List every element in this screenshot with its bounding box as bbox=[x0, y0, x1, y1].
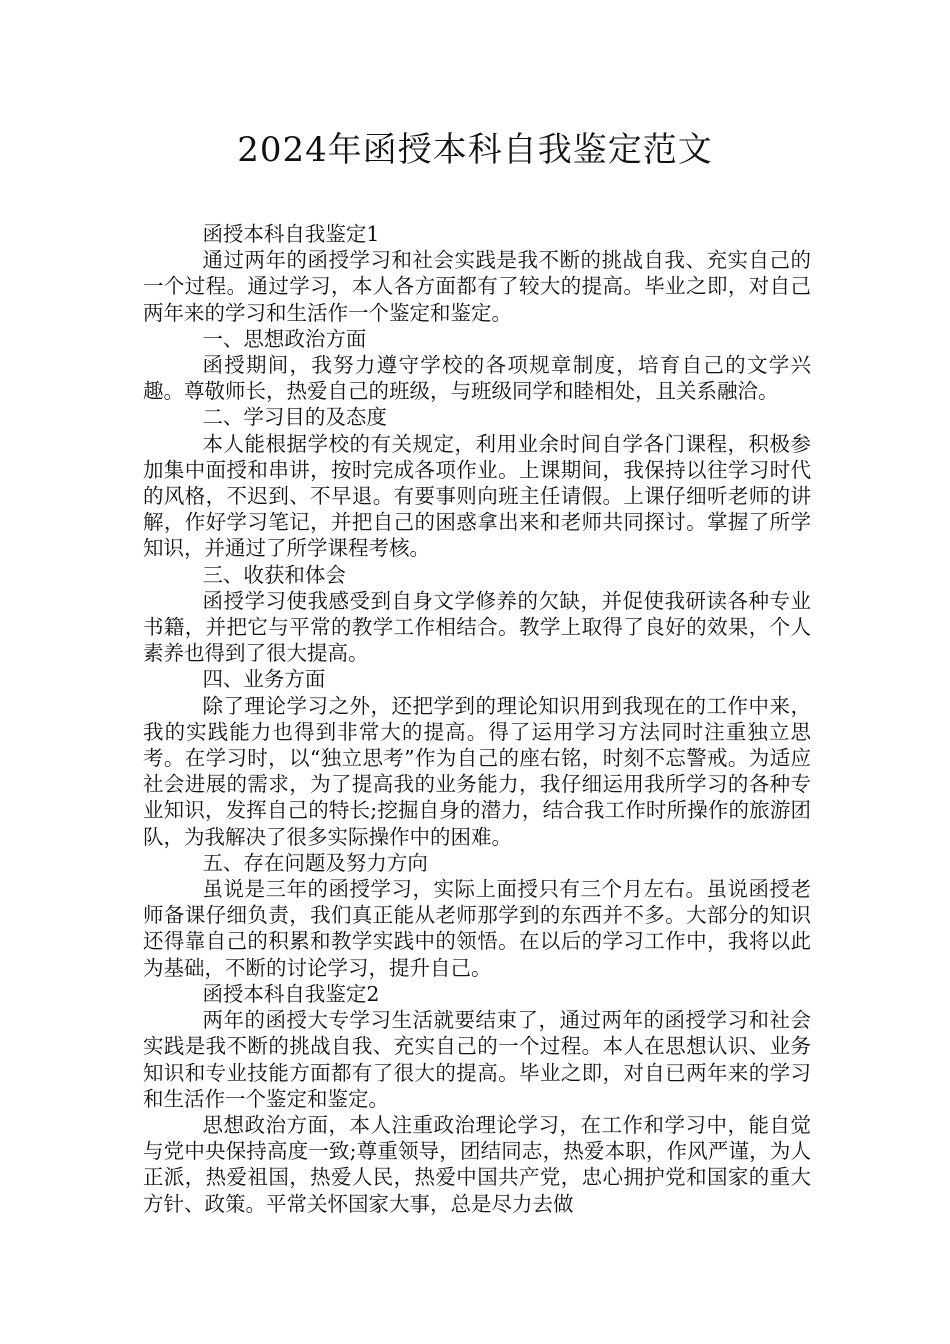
paragraph: 虽说是三年的函授学习，实际上面授只有三个月左右。虽说函授老师备课仔细负责，我们真正能从老师那学到的东西并不多。大部分的知识还得靠自己的积累和教学实践中的领悟。在以后的学习工作中，我将以此为基础，不断的讨论学习，提升自己。 bbox=[143, 877, 811, 980]
subsection-heading: 三、收获和体会 bbox=[202, 562, 346, 587]
section-heading-2: 函授本科自我鉴定2 bbox=[202, 981, 380, 1006]
paragraph: 函授期间，我努力遵守学校的各项规章制度，培育自己的文学兴趣。尊敬师长，热爱自己的班级，与班级同学和睦相处，且关系融洽。 bbox=[143, 353, 811, 404]
document-title: 2024年函授本科自我鉴定范文 bbox=[237, 130, 713, 170]
paragraph: 思想政治方面，本人注重政治理论学习，在工作和学习中，能自觉与党中央保持高度一致;尊重领导，团结同志，热爱本职，作风严谨，为人正派，热爱祖国，热爱人民，热爱中国共产党，忠心拥护党和国家的重大方针、政策。平常关怀国家大事，总是尽力去做 bbox=[143, 1112, 811, 1216]
document-body bbox=[143, 221, 811, 1217]
paragraph: 除了理论学习之外，还把学到的理论知识用到我现在的工作中来，我的实践能力也得到非常大的提高。得了运用学习方法同时注重独立思考。在学习时，以“独立思考”作为自己的座右铭，时刻不忘警戒。为适应社会进展的需求，为了提高我的业务能力，我仔细运用我所学习的各种专业知识，发挥自己的特长;挖掘自身的潜力，结合我工作时所操作的旅游团队，为我解决了很多实际操作中的困难。 bbox=[143, 693, 811, 849]
paragraph: 函授学习使我感受到自身文学修养的欠缺，并促使我研读各种专业书籍，并把它与平常的教学工作相结合。教学上取得了良好的效果，个人素养也得到了很大提高。 bbox=[143, 588, 811, 666]
paragraph: 本人能根据学校的有关规定，利用业余时间自学各门课程，积极参加集中面授和串讲，按时完成各项作业。上课期间，我保持以往学习时代的风格，不迟到、不早退。有要事则向班主任请假。上课仔细听老师的讲解，作好学习笔记，并把自己的困惑拿出来和老师共同探讨。掌握了所学知识，并通过了所学课程考核。 bbox=[143, 431, 811, 561]
paragraph: 两年的函授大专学习生活就要结束了，通过两年的函授学习和社会实践是我不断的挑战自我、充实自己的一个过程。本人在思想认识、业务知识和专业技能方面都有了很大的提高。毕业之即，对自已两年来的学习和生活作一个鉴定和鉴定。 bbox=[143, 1008, 811, 1111]
subsection-heading: 五、存在问题及努力方向 bbox=[202, 850, 428, 875]
section-heading-1: 函授本科自我鉴定1 bbox=[202, 222, 380, 246]
subsection-heading: 一、思想政治方面 bbox=[202, 326, 367, 351]
subsection-heading: 四、业务方面 bbox=[202, 667, 326, 692]
subsection-heading: 二、学习目的及态度 bbox=[202, 405, 387, 430]
paragraph: 通过两年的函授学习和社会实践是我不断的挑战自我、充实自己的一个过程。通过学习，本人各方面都有了较大的提高。毕业之即，对自己两年来的学习和生活作一个鉴定和鉴定。 bbox=[143, 248, 811, 325]
